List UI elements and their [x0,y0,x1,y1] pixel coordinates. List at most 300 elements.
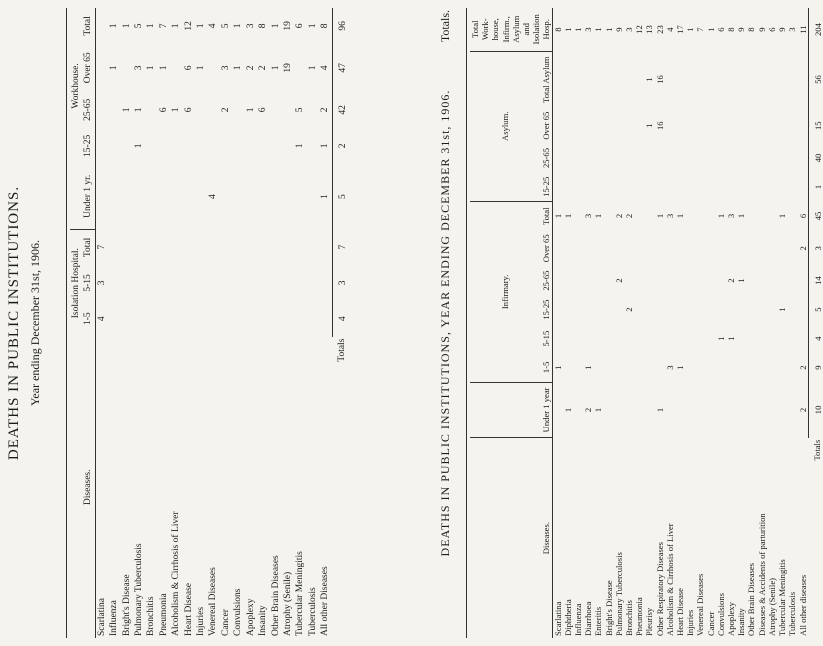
table-cell [220,301,232,337]
table-cell: 5 [295,107,306,113]
table-cell [232,301,244,337]
table-cell [695,324,705,353]
table-row [624,8,634,638]
table-cell [563,108,573,144]
table-cell [644,295,654,324]
col-wh-15-25: 15-25 [83,134,94,157]
table-cell [634,108,644,144]
table-cell [232,92,244,128]
table-cell [195,128,207,164]
table-cell [787,353,797,382]
table-cell [706,382,716,438]
table-cell [257,301,269,337]
table-cell [767,108,777,144]
table-cell: 1 [573,27,584,32]
disease-name: Atrophy (Senile) [766,578,777,636]
table-cell [270,92,282,128]
table-row [655,8,665,638]
col2-inf-over-65: Over 65 [541,234,552,263]
table-cell [706,144,716,173]
table-cell: 1 [320,143,331,149]
table-cell [655,295,665,324]
total-cell: 7 [332,229,349,265]
table-row [158,8,170,638]
table-cell: 1 [295,143,306,149]
table-cell [232,229,244,265]
table-cell [183,229,195,265]
table-cell: 3 [664,213,675,219]
table-row [685,8,695,638]
table-cell [777,144,787,173]
table-cell: 19 [282,63,293,73]
table-cell [170,164,182,229]
table-cell [563,144,573,173]
table-row [195,8,207,638]
table-cell [307,92,319,128]
table-cell [257,128,269,164]
table-cell: 6 [766,27,777,32]
table-cell [158,128,170,164]
table-cell [685,173,695,202]
col2-under-1: Under 1 year [470,382,552,438]
table-cell [675,108,685,144]
table-cell: 6 [797,213,808,219]
group-infirmary: Infirmary. [470,202,510,383]
table-cell [665,324,675,353]
table-cell: 8 [258,23,269,29]
table-cell [593,324,603,353]
table-cell [614,108,624,144]
table-row [757,8,767,638]
table-cell [183,265,195,301]
table-cell [644,144,654,173]
total-cell: 10 [808,382,823,438]
table-cell [757,324,767,353]
disease-name: Bronchitis [146,596,157,636]
table-cell: 8 [552,27,563,32]
table-row [593,8,603,638]
totals-heading: Totals. [438,10,452,43]
disease-name: Scarlatina [552,601,563,636]
table-cell [573,51,583,108]
disease-name: Other Brain Diseases [746,562,757,636]
total-cell: 40 [808,144,823,173]
table-cell [121,229,133,265]
table-cell [767,51,777,108]
table-cell [787,382,797,438]
table-cell: 1 [270,65,281,71]
disease-name: Diphtheria [562,599,573,636]
table-cell: 1 [196,23,207,29]
table-cell: 1 [233,23,244,29]
col-wh-25-65: 25-65 [83,98,94,121]
table-cell [604,324,614,353]
table-cell [634,144,644,173]
table-cell [726,108,736,144]
table-cell [604,108,614,144]
table-cell: 1 [134,143,145,149]
table-cell [319,229,332,265]
disease-name: Other Respiratory Diseases [654,541,665,636]
table-cell [133,229,145,265]
table-cell [706,202,716,231]
table-cell: 19 [282,21,293,31]
col2-diseases: Diseases. [541,522,552,555]
table-cell: 2 [613,213,624,219]
table-cell [573,144,583,173]
table-cell [675,173,685,202]
table-cell [563,231,573,267]
table-cell [170,301,182,337]
table-cell [685,295,695,324]
table-cell [655,144,665,173]
table-cell [736,108,746,144]
table-cell [716,266,726,295]
table-cell [158,265,170,301]
table-cell [593,266,603,295]
table-cell: 2 [624,307,635,312]
col-iso-1-5: 1-5 [83,312,94,326]
total-cell: 15 [808,108,823,144]
table-cell: 1 [603,27,614,32]
total-cell: 4 [332,301,349,337]
table-cell [767,324,777,353]
table-cell [644,173,654,202]
table-cell [777,108,787,144]
disease-name: Cancer [220,609,231,636]
table-cell: 3 [220,65,231,71]
col2-inf-1-5: 1-5 [510,353,552,382]
disease-name: Venereal Diseases [695,573,706,636]
table-cell [232,265,244,301]
table-row [121,8,133,638]
table-cell [245,128,257,164]
table-cell [706,324,716,353]
table-cell [257,229,269,265]
disease-name: Injuries [196,606,207,636]
table-cell [706,108,716,144]
disease-name: All other diseases [797,574,808,636]
table-cell [220,229,232,265]
table-cell: 1 [675,365,686,370]
table-cell [195,301,207,337]
table-cell: 7 [158,23,169,29]
disease-name: Insanity [258,605,269,636]
table-row [767,8,777,638]
table-cell: 13 [644,25,655,34]
table-row [787,8,797,638]
table-cell [593,231,603,267]
table-cell [573,108,583,144]
table-cell: 1 [777,307,788,312]
table-cell [634,382,644,438]
table-cell: 17 [675,25,686,34]
table-cell: 2 [726,278,737,283]
table-cell [108,164,120,229]
table-cell: 1 [552,213,563,219]
table-cell [665,144,675,173]
table-cell [145,92,157,128]
table-cell [726,173,736,202]
table-cell: 6 [183,65,194,71]
table2-top-rule [466,8,467,638]
total-cell: 47 [332,44,349,92]
table-cell [624,266,634,295]
table-cell [695,295,705,324]
table-cell [145,164,157,229]
table-cell [634,51,644,108]
table-cell [319,301,332,337]
table-cell [746,51,756,108]
table-cell [108,265,120,301]
table-cell [170,229,182,265]
table-cell [787,295,797,324]
table-cell: 1 [552,365,563,370]
table-cell [624,231,634,267]
table-cell: 8 [726,27,737,32]
table-cell: 1 [736,278,747,283]
table-cell: 1 [726,336,737,341]
table-cell [665,295,675,324]
disease-name: Pneumonia [158,593,169,636]
table-row [746,8,756,638]
table-cell [195,265,207,301]
table-cell [282,229,294,265]
col2-asy-total: Total Asylum [541,56,552,103]
table-cell [757,295,767,324]
table-cell [695,353,705,382]
table-cell [583,295,593,324]
col-iso-5-15: 5-15 [83,274,94,292]
table-row [108,8,120,638]
table-cell [614,382,624,438]
table-cell [282,164,294,229]
table-cell [573,295,583,324]
table-cell [232,164,244,229]
table-cell [207,301,219,337]
table-row [257,8,269,638]
table-row [675,8,685,638]
table-cell [552,144,563,173]
disease-name: Bright's Disease [603,580,614,636]
table-cell [685,144,695,173]
table-cell [294,44,306,92]
table-cell [777,353,787,382]
table-cell: 2 [320,107,331,113]
table-cell [220,128,232,164]
table-cell [604,173,614,202]
total-cell: 1 [808,173,823,202]
table-cell [583,324,593,353]
table-cell [767,202,777,231]
table-cell [746,231,756,267]
table-row [282,8,294,638]
col2-inf-15-25: 15-25 [541,299,552,320]
table-cell [133,301,145,337]
table-row [95,8,108,638]
table-row [798,8,809,638]
table-row [552,8,563,638]
table-cell [108,301,120,337]
table-row [777,8,787,638]
table-row [706,8,716,638]
table-cell: 4 [664,27,675,32]
table-cell [552,173,563,202]
table-cell [624,51,634,108]
table-cell [307,301,319,337]
table-cell [593,295,603,324]
group-asylum: Asylum. [470,51,510,201]
table-cell [614,295,624,324]
table-cell: 1 [121,107,132,113]
table-cell [573,324,583,353]
table-cell [552,108,563,144]
table-cell [787,266,797,295]
table-cell [604,295,614,324]
disease-name: Enteritis [593,606,604,636]
table-cell [655,173,665,202]
table-cell [232,128,244,164]
table-row [563,8,573,638]
table-cell [270,265,282,301]
table-cell: 1 [705,27,716,32]
table-row [583,8,593,638]
table-cell [583,231,593,267]
table-cell [746,144,756,173]
table-cell [798,51,809,108]
table-cell: 1 [685,27,696,32]
table-cell [170,44,182,92]
table-cell [757,173,767,202]
table-cell: 6 [295,23,306,29]
table-cell [307,164,319,229]
table-cell [798,173,809,202]
table-cell [706,231,716,267]
table-row [604,8,614,638]
table-cell [695,382,705,438]
table-cell [746,324,756,353]
table-cell [746,202,756,231]
table-cell [145,301,157,337]
table-cell [706,353,716,382]
table-body [95,8,349,638]
table-cell [665,231,675,267]
table-cell [757,202,767,231]
table-cell [604,353,614,382]
table-cell [787,108,797,144]
total-cell: 2 [332,128,349,164]
total-cell: 4 [808,324,823,353]
table-cell [685,382,695,438]
table-cell: 1 [109,65,120,71]
table-row [716,8,726,638]
table-cell: 8 [320,23,331,29]
table-cell [655,231,665,267]
table-cell: 4 [96,316,107,322]
table-cell [573,353,583,382]
table-cell [798,295,809,324]
table-cell [593,144,603,173]
col2-inf-25-65: 25-65 [541,270,552,291]
table-cell [95,8,108,44]
table-cell [665,266,675,295]
table-cell [183,128,195,164]
table-cell: 2 [583,407,594,413]
table-cell: 2 [245,65,256,71]
disease-name: Heart Disease [183,582,194,636]
table-cell: 3 [96,280,107,286]
table-cell [644,202,654,231]
disease-name: Venereal Diseases [208,567,219,636]
table-cell [245,265,257,301]
table-cell [644,231,654,267]
total-cell: 5 [332,164,349,229]
table-cell [716,51,726,108]
table-cell: 1 [233,65,244,71]
table-cell [757,231,767,267]
table-cell [552,231,563,267]
table-cell [624,173,634,202]
disease-name: Bright's Disease [121,574,132,636]
table-cell [787,202,797,231]
disease-name: Pleurisy [644,607,655,636]
table-top-rule [66,8,67,638]
table-cell [736,382,746,438]
table-cell: 3 [583,213,594,219]
table-row [614,8,624,638]
table-cell: 12 [634,25,645,34]
table-cell [614,353,624,382]
table-cell [614,173,624,202]
table-cell [757,266,767,295]
table-cell [245,301,257,337]
disease-name: Apoplexy [726,602,737,636]
table-cell: 5 [134,23,145,29]
disease-name: Diseases & Accidents of parturition [756,513,767,636]
table-cell [624,324,634,353]
table-cell [716,144,726,173]
table-cell [644,353,654,382]
table-cell [121,128,133,164]
table-cell [282,301,294,337]
table-cell: 9 [777,27,788,32]
disease-name: Alcoholism & Cirrhosis of Liver [171,511,182,636]
table-cell [270,164,282,229]
table-cell [282,265,294,301]
table-row [232,8,244,638]
table-cell [767,353,777,382]
table-cell: 2 [220,107,231,113]
table-cell [777,324,787,353]
table-cell: 1 [583,365,594,370]
col-wh-total: Total [83,16,94,36]
table-cell [270,128,282,164]
table-cell: 1 [196,65,207,71]
table-cell [624,108,634,144]
col2-asy-15-25: 15-25 [510,173,552,202]
table-cell [685,266,695,295]
table-cell [563,295,573,324]
total-cell: 45 [808,202,823,231]
table-cell [95,128,108,164]
table-cell [583,144,593,173]
disease-name: Tubercular Meningitis [295,551,306,636]
table-cell: 1 [121,23,132,29]
table-row [270,8,282,638]
table-cell [706,173,716,202]
table-cell [685,51,695,108]
table-cell [665,382,675,438]
